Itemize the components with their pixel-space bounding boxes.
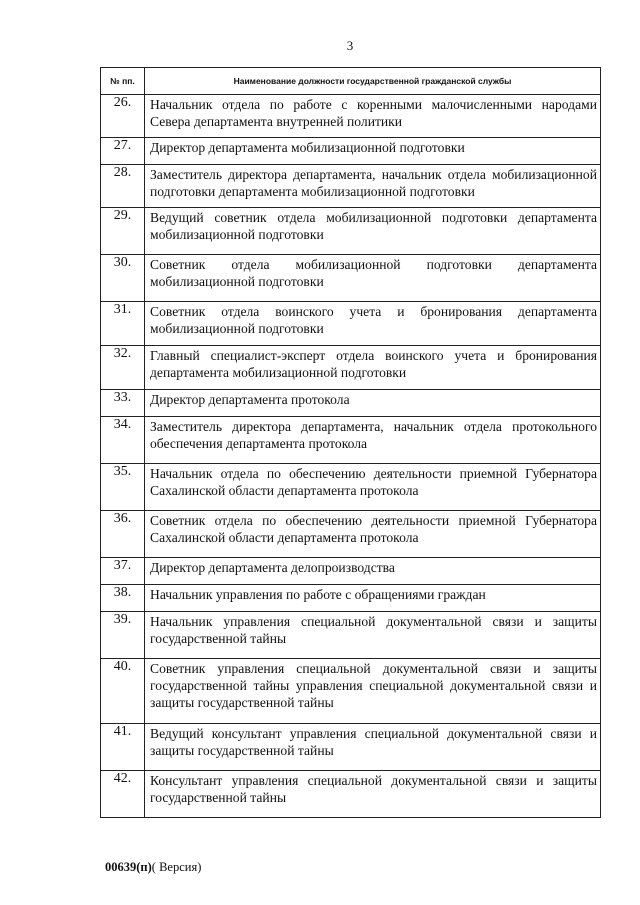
row-number: 33. [101,390,145,417]
position-name: Консультант управления специальной документальной связи и защиты государственной тайны [145,771,601,818]
position-name: Ведущий советник отдела мобилизационной подготовки департамента мобилизационной подготовки [145,208,601,255]
table-row [101,302,601,346]
row-number: 28. [101,165,145,208]
table-row [101,255,601,302]
table-row [101,208,601,255]
position-name: Заместитель директора департамента, начальник отдела протокольного обеспечения департамента протокола [145,417,601,464]
table-row [101,390,601,417]
row-number: 30. [101,255,145,302]
row-number: 37. [101,558,145,585]
position-name: Директор департамента мобилизационной подготовки [145,138,601,165]
table-row [101,558,601,585]
positions-table [100,67,601,818]
row-number: 35. [101,464,145,511]
row-number: 29. [101,208,145,255]
row-number: 39. [101,612,145,659]
table-row [101,346,601,390]
row-number: 40. [101,659,145,724]
position-name: Директор департамента делопроизводства [145,558,601,585]
position-name: Начальник отдела по обеспечению деятельности приемной Губернатора Сахалинской области департамента протокола [145,464,601,511]
row-number: 38. [101,585,145,612]
document-code-number: 00639(п) [105,860,152,874]
page-number: 3 [346,38,354,53]
table-row [101,612,601,659]
table-row [101,511,601,558]
row-number: 31. [101,302,145,346]
position-name: Советник отдела воинского учета и бронирования департамента мобилизационной подготовки [145,302,601,346]
position-name: Советник управления специальной документальной связи и защиты государственной тайны управления специальной документальной связи и защиты государственной тайны [145,659,601,724]
table-row [101,95,601,138]
document-version: ( Версия) [151,860,202,874]
row-number: 36. [101,511,145,558]
table-row [101,585,601,612]
table-row [101,165,601,208]
table-row [101,417,601,464]
row-number: 42. [101,771,145,818]
position-name: Директор департамента протокола [145,390,601,417]
header-num: № пп. [101,68,145,95]
table-row [101,138,601,165]
table-row [101,771,601,818]
position-name: Советник отдела мобилизационной подготовки департамента мобилизационной подготовки [145,255,601,302]
table-row [101,659,601,724]
position-name: Советник отдела по обеспечению деятельности приемной Губернатора Сахалинской области департамента протокола [145,511,601,558]
position-name: Начальник управления специальной документальной связи и защиты государственной тайны [145,612,601,659]
row-number: 41. [101,724,145,771]
position-name: Ведущий консультант управления специальной документальной связи и защиты государственной тайны [145,724,601,771]
position-name: Начальник управления по работе с обращениями граждан [145,585,601,612]
document-code [105,860,201,875]
row-number: 27. [101,138,145,165]
table-header-row [101,68,601,95]
header-name: Наименование должности государственной гражданской службы [145,68,601,95]
position-name: Начальник отдела по работе с коренными малочисленными народами Севера департамента внутренней политики [145,95,601,138]
position-name: Заместитель директора департамента, начальник отдела мобилизационной подготовки департамента мобилизационной подготовки [145,165,601,208]
row-number: 26. [101,95,145,138]
row-number: 34. [101,417,145,464]
position-name: Главный специалист-эксперт отдела воинского учета и бронирования департамента мобилизационной подготовки [145,346,601,390]
table-row [101,724,601,771]
table-row [101,464,601,511]
row-number: 32. [101,346,145,390]
